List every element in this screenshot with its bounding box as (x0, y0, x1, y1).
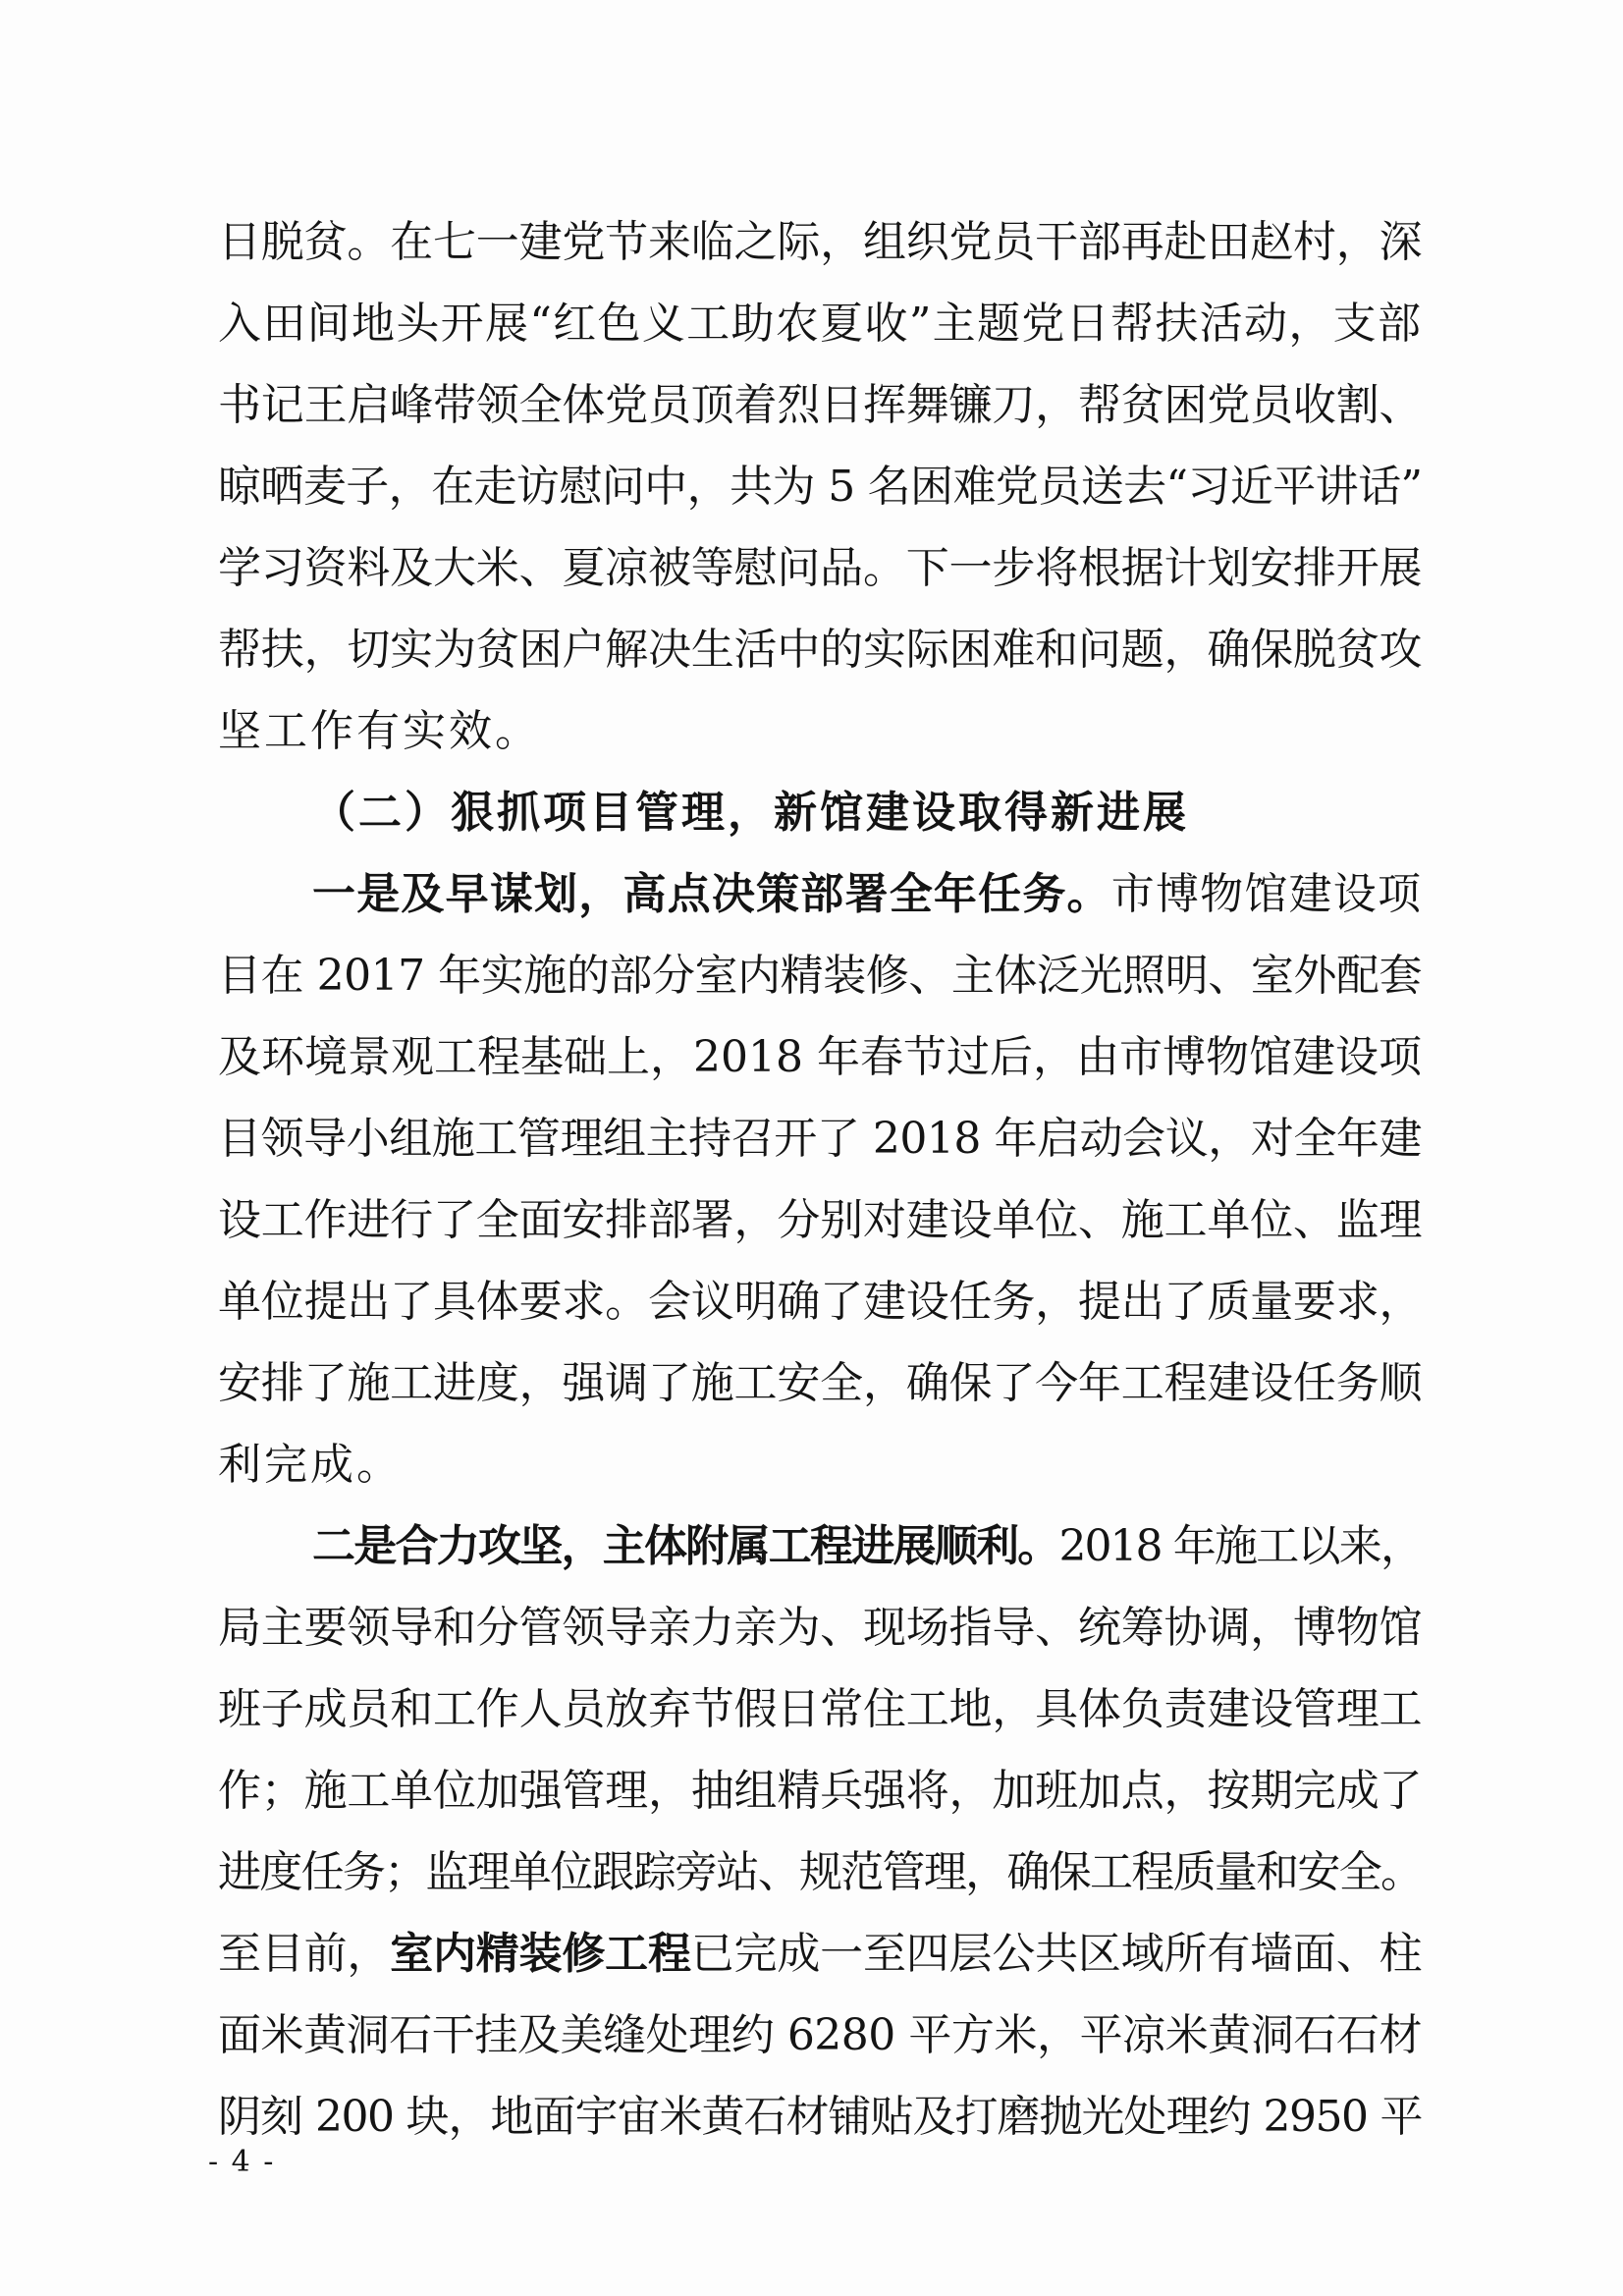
text-line (218, 527, 1422, 609)
text-line (218, 201, 1422, 283)
emphasis-text: 室内精装修工程 (390, 1929, 691, 1979)
text-run: 面米黄洞石干挂及美缝处理约 6280 平方米，平凉米黄洞石石材 (218, 2010, 1422, 2060)
text-run: 市博物馆建设项 (1110, 869, 1422, 919)
page-content (218, 201, 1422, 2158)
text-run: 学习资料及大米、夏凉被等慰问品。下一步将根据计划安排开展 (218, 543, 1422, 593)
text-line (218, 609, 1422, 690)
text-run: 设工作进行了全面安排部署，分别对建设单位、施工单位、监理 (218, 1195, 1422, 1245)
text-line (218, 446, 1422, 527)
text-run: 2018 年施工以来， (1058, 1521, 1423, 1571)
text-line (218, 1913, 1422, 1995)
text-run: 帮扶，切实为贫困户解决生活中的实际困难和问题，确保脱贫攻 (218, 625, 1422, 675)
text-run: 目在 2017 年实施的部分室内精装修、主体泛光照明、室外配套 (218, 951, 1422, 1001)
heading-text: （二）狠抓项目管理，新馆建设取得新进展 (312, 788, 1189, 838)
text-line (218, 1831, 1422, 1913)
text-line (218, 283, 1422, 364)
text-run: 已完成一至四层公共区域所有墙面、柱 (690, 1929, 1423, 1979)
text-run: 利完成。 (218, 1440, 403, 1490)
lead-sentence: 一是及早谋划，高点决策部署全年任务。 (312, 869, 1111, 919)
text-run: 阴刻 200 块，地面宇宙米黄石材铺贴及打磨抛光处理约 2950 平 (218, 2092, 1422, 2142)
text-run: 晾晒麦子，在走访慰问中，共为 5 名困难党员送去“习近平讲话” (218, 462, 1422, 512)
text-line (218, 1505, 1422, 1587)
paragraph (218, 853, 1422, 1505)
text-line (218, 1342, 1422, 1424)
text-line (218, 1750, 1422, 1831)
text-run: 安排了施工进度，强调了施工安全，确保了今年工程建设任务顺 (218, 1358, 1422, 1408)
section-heading (218, 772, 1422, 853)
text-run: 至目前， (218, 1929, 391, 1979)
text-run: 局主要领导和分管领导亲力亲为、现场指导、统筹协调，博物馆 (218, 1603, 1422, 1653)
text-run: 进度任务；监理单位跟踪旁站、规范管理，确保工程质量和安全。 (218, 1847, 1422, 1897)
page-number: - 4 - (208, 2145, 276, 2179)
text-run: 单位提出了具体要求。会议明确了建设任务，提出了质量要求， (218, 1277, 1422, 1327)
text-line (218, 1424, 1422, 1505)
text-run: 目领导小组施工管理组主持召开了 2018 年启动会议，对全年建 (218, 1114, 1422, 1164)
text-line (218, 935, 1422, 1016)
text-line (218, 690, 1422, 772)
text-line (218, 1995, 1422, 2076)
text-line (218, 1098, 1422, 1179)
text-line (218, 2076, 1422, 2158)
text-run: 作；施工单位加强管理，抽组精兵强将，加班加点，按期完成了 (218, 1766, 1422, 1816)
text-run: 书记王启峰带领全体党员顶着烈日挥舞镰刀，帮贫困党员收割、 (218, 380, 1422, 430)
text-run: 坚工作有实效。 (218, 706, 541, 756)
text-run: 日脱贫。在七一建党节来临之际，组织党员干部再赴田赵村，深 (218, 217, 1422, 267)
text-line (218, 1668, 1422, 1750)
text-line (218, 1016, 1422, 1098)
text-line (218, 1261, 1422, 1342)
paragraph (218, 201, 1422, 772)
lead-sentence: 二是合力攻坚，主体附属工程进展顺利。 (312, 1521, 1059, 1571)
text-run: 班子成员和工作人员放弃节假日常住工地，具体负责建设管理工 (218, 1684, 1422, 1734)
text-line (218, 1179, 1422, 1261)
text-line (218, 1587, 1422, 1668)
paragraph (218, 1505, 1422, 2158)
text-line (218, 364, 1422, 446)
text-line (218, 853, 1422, 935)
text-run: 及环境景观工程基础上，2018 年春节过后，由市博物馆建设项 (218, 1032, 1422, 1082)
text-run: 入田间地头开展“红色义工助农夏收”主题党日帮扶活动，支部 (218, 299, 1422, 349)
